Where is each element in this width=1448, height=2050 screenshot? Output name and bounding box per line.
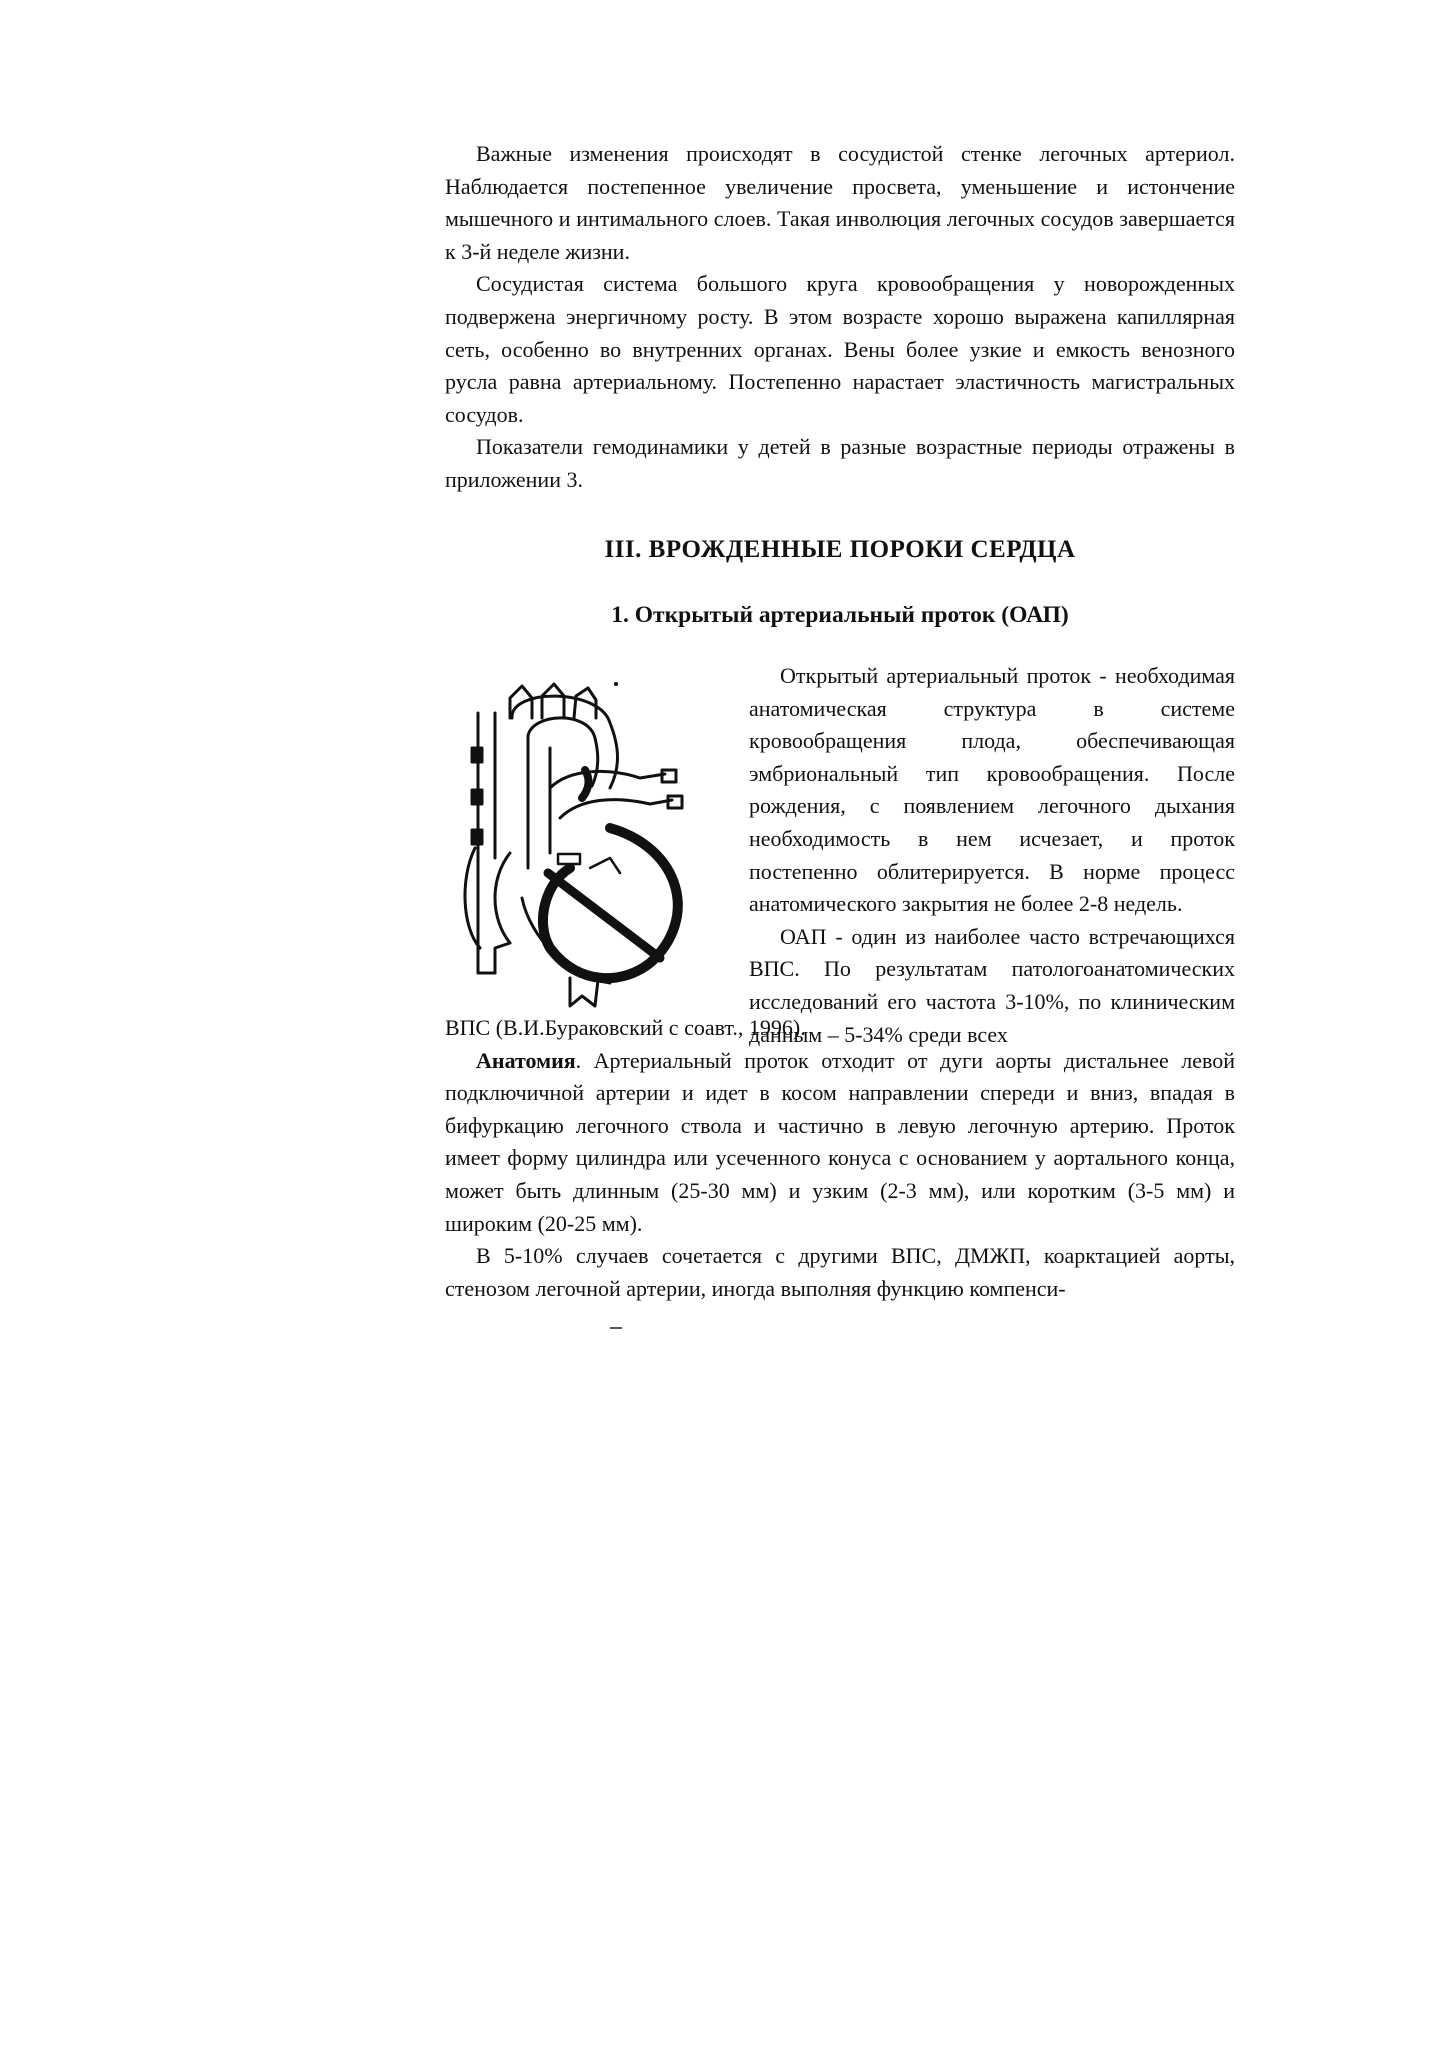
anatomy-text: . Артериальный проток отходит от дуги аорты дистальнее левой подключичной артерии и идет в косом направлении спереди и вниз, впадая в бифуркацию легочного ствола и частично в левую легочную артерию. Проток имеет форму цилиндра или усеченного конуса с основанием у аортального конца, может быть длинным (25-30 мм) и узким (2-3 мм), или коротким (3-5 мм) и широким (20-25 мм). bbox=[445, 1047, 1235, 1236]
section-paragraph-1: Открытый артериальный проток - необходимая анатомическая структура в системе кровообращения плода, обеспечивающая эмбриональный тип кровообращения. После рождения, с появлением легочного дыхания необходимость в нем исчезает, и проток постепенно облитерируется. В норме процесс анатомического закрытия не более 2-8 недель. bbox=[749, 663, 1235, 917]
intro-paragraph-3: Показатели гемодинамики у детей в разные возрастные периоды отражены в приложении 3. bbox=[445, 434, 1235, 492]
footer-rule bbox=[610, 1327, 622, 1329]
section-paragraph-2a: ОАП - один из наиболее часто встречающихся ВПС. По результатам патологоанатомических исследований его частота 3-10%, по клиническим данным – 5-34% среди всех bbox=[749, 923, 1235, 1047]
section-full-width-text bbox=[445, 1012, 1235, 1305]
section-paragraph-2b: ВПС (В.И.Бураковский с соавт., 1996). bbox=[445, 1015, 806, 1040]
section-title: 1. Открытый артериальный проток (ОАП) bbox=[611, 602, 1069, 628]
section-right-column bbox=[749, 660, 1235, 1051]
intro-text bbox=[445, 138, 1235, 497]
chapter-title: III. ВРОЖДЕННЫЕ ПОРОКИ СЕРДЦА bbox=[604, 536, 1076, 563]
anatomy-paragraph bbox=[445, 1045, 1235, 1241]
intro-paragraph-2: Сосудистая система большого круга кровообращения у новорожденных подвержена энергичному росту. В этом возрасте хорошо выражена капиллярная сеть, особенно во внутренних органах. Вены более узкие и емкость венозного русла равна артериальному. Постепенно нарастает эластичность магистральных сосудов. bbox=[445, 271, 1235, 427]
section-paragraph-4: В 5-10% случаев сочетается с другими ВПС, ДМЖП, коарктацией аорты, стенозом легочной артерии, иногда выполняя функцию компенси- bbox=[445, 1243, 1235, 1301]
anatomy-term: Анатомия bbox=[476, 1047, 576, 1073]
intro-paragraph-1: Важные изменения происходят в сосудистой стенке легочных артериол. Наблюдается постепенное увеличение просвета, уменьшение и истончение мышечного и интимального слоев. Такая инволюция легочных сосудов завершается к 3-й неделе жизни. bbox=[445, 141, 1235, 264]
heart-anatomy-diagram-icon bbox=[450, 678, 715, 1010]
